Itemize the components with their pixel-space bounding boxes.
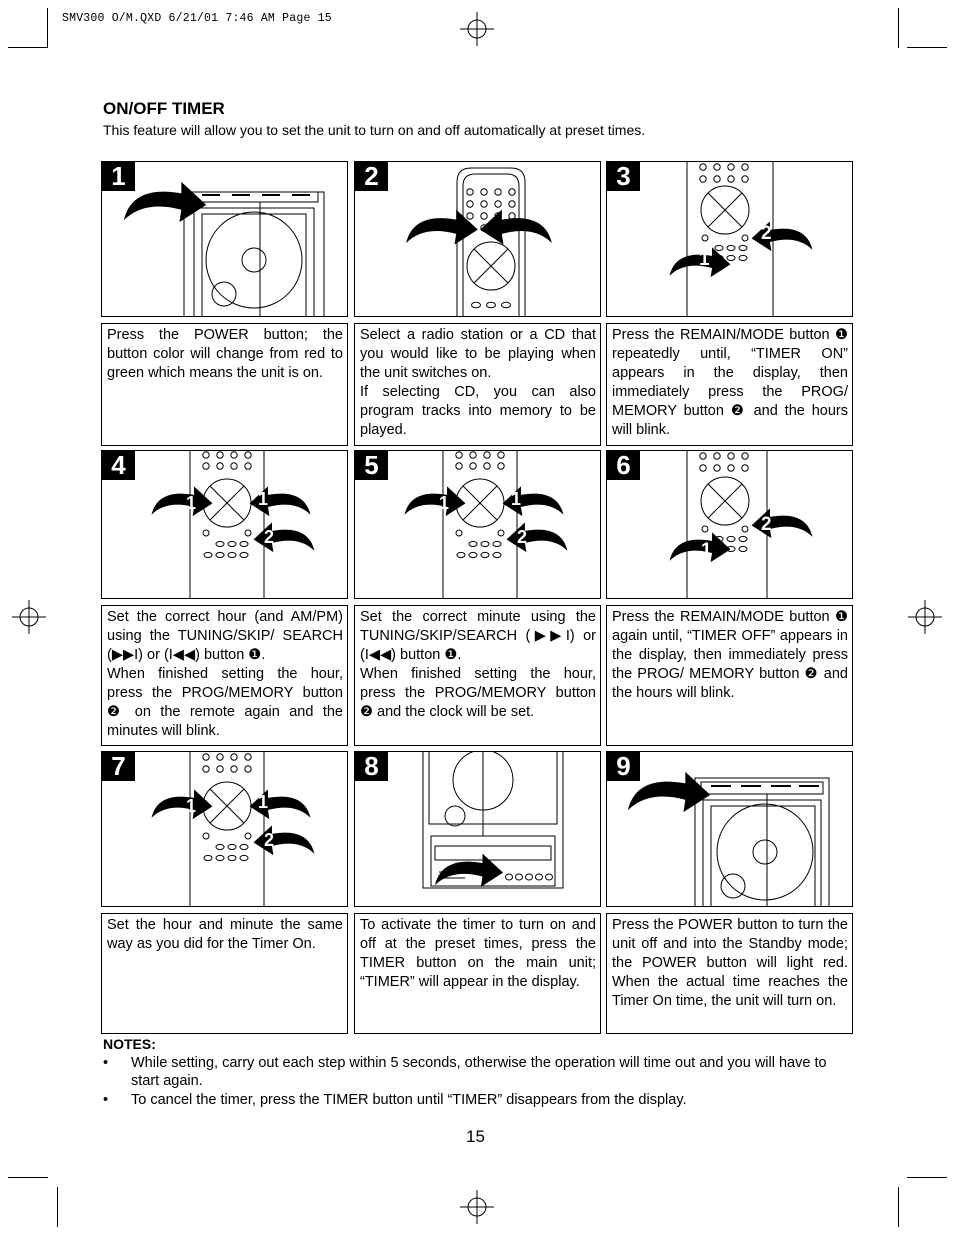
callout-1 bbox=[256, 487, 276, 509]
step-number-badge: 6 bbox=[607, 451, 640, 480]
step-1-text: Press the POWER button; the button color will change from red to green which means the unit is on. bbox=[101, 323, 348, 446]
crop-mark-icon bbox=[8, 47, 48, 48]
step-2-illustration bbox=[354, 161, 601, 317]
registration-mark-icon bbox=[460, 12, 494, 46]
svg-text:2: 2 bbox=[517, 527, 528, 547]
note-item bbox=[103, 1054, 843, 1090]
arrow-icon bbox=[250, 824, 318, 858]
step-3-text: Press the REMAIN/MODE button ❶ repeatedly until, “TIMER ON” appears in the display, then immediately press the PROG/ MEMORY button ❷ and the hours will blink. bbox=[606, 323, 853, 446]
page-number: 15 bbox=[466, 1127, 485, 1146]
callout-2 bbox=[759, 220, 781, 244]
callout-1 bbox=[509, 487, 529, 509]
callout-1 bbox=[437, 491, 457, 513]
step-6-text: Press the REMAIN/MODE button ❶ again until, “TIMER OFF” appears in the display, then immediately press the PROG/ MEMORY button ❷ and the hours will blink. bbox=[606, 605, 853, 746]
print-slug: SMV300 O/M.QXD 6/21/01 7:46 AM Page 15 bbox=[62, 12, 332, 25]
step-number-badge: 9 bbox=[607, 752, 640, 781]
arrow-icon bbox=[148, 788, 216, 822]
crop-mark-icon bbox=[907, 47, 947, 48]
note-text: To cancel the timer, press the TIMER button until “TIMER” disappears from the display. bbox=[131, 1092, 687, 1108]
svg-text:2: 2 bbox=[761, 223, 772, 244]
svg-text:2: 2 bbox=[264, 830, 275, 850]
step-1-illustration bbox=[101, 161, 348, 317]
arrow-icon bbox=[250, 521, 318, 555]
step-7-illustration bbox=[101, 751, 348, 907]
step-6-illustration bbox=[606, 450, 853, 599]
step-number-badge: 7 bbox=[102, 752, 135, 781]
svg-text:1: 1 bbox=[258, 489, 269, 509]
note-item bbox=[103, 1091, 843, 1109]
step-4-illustration bbox=[101, 450, 348, 599]
step-number-badge: 5 bbox=[355, 451, 388, 480]
step-7-text: Set the hour and minute the same way as you did for the Timer On. bbox=[101, 913, 348, 1034]
arrow-icon bbox=[427, 852, 511, 890]
notes-heading: NOTES: bbox=[103, 1036, 156, 1052]
callout-1 bbox=[256, 790, 276, 812]
crop-mark-icon bbox=[898, 8, 899, 48]
section-intro: This feature will allow you to set the unit to turn on and off automatically at preset times. bbox=[103, 122, 646, 138]
arrow-icon bbox=[148, 485, 216, 519]
step-number-badge: 1 bbox=[102, 162, 135, 191]
callout-1 bbox=[699, 537, 721, 561]
callout-1 bbox=[184, 491, 204, 513]
step-number-badge: 3 bbox=[607, 162, 640, 191]
crop-mark-icon bbox=[898, 1187, 899, 1227]
step-4-text: Set the correct hour (and AM/PM) using the TUNING/SKIP/ SEARCH (▶▶I) or (I◀◀) button ❶. When finished setting the hour, press the PROG/MEMORY button ❷ on the remote again and the minutes will blink. bbox=[101, 605, 348, 746]
crop-mark-icon bbox=[907, 1177, 947, 1178]
svg-text:1: 1 bbox=[439, 493, 450, 513]
step-number-badge: 2 bbox=[355, 162, 388, 191]
registration-mark-icon bbox=[460, 1190, 494, 1224]
step-9-text: Press the POWER button to turn the unit off and into the Standby mode; the POWER button will light red. When the actual time reaches the Timer On time, the unit will turn on. bbox=[606, 913, 853, 1034]
svg-text:1: 1 bbox=[186, 796, 197, 816]
arrow-icon bbox=[401, 208, 483, 248]
step-5-illustration bbox=[354, 450, 601, 599]
step-8-text: To activate the timer to turn on and off at the preset times, press the TIMER button on the main unit; “TIMER” will appear in the display. bbox=[354, 913, 601, 1034]
bullet-icon: • bbox=[103, 1055, 109, 1071]
bullet-icon: • bbox=[103, 1092, 109, 1108]
callout-1 bbox=[184, 794, 204, 816]
arrow-icon bbox=[401, 485, 469, 519]
step-9-illustration bbox=[606, 751, 853, 907]
svg-text:1: 1 bbox=[701, 540, 712, 561]
svg-text:2: 2 bbox=[264, 527, 275, 547]
svg-text:1: 1 bbox=[699, 249, 710, 270]
arrow-icon bbox=[475, 208, 557, 248]
note-text: While setting, carry out each step within 5 seconds, otherwise the operation will time out and you will have to start again. bbox=[131, 1055, 827, 1089]
callout-1 bbox=[697, 246, 719, 270]
callout-2 bbox=[262, 525, 282, 547]
step-5-text: Set the correct minute using the TUNING/SKIP/SEARCH (▶▶I) or (I◀◀) button ❶. When finished setting the hour, press the PROG/MEMORY button ❷ and the clock will be set. bbox=[354, 605, 601, 746]
crop-mark-icon bbox=[8, 1177, 48, 1178]
callout-2 bbox=[262, 828, 282, 850]
step-2-text: Select a radio station or a CD that you would like to be playing when the unit switches on. If selecting CD, you can also program tracks into memory to be played. bbox=[354, 323, 601, 446]
step-3-illustration bbox=[606, 161, 853, 317]
arrow-icon bbox=[747, 507, 817, 541]
arrow-icon bbox=[747, 220, 817, 254]
crop-mark-icon bbox=[57, 1187, 58, 1227]
registration-mark-icon bbox=[908, 600, 942, 634]
arrow-icon bbox=[503, 521, 571, 555]
step-number-badge: 8 bbox=[355, 752, 388, 781]
svg-text:1: 1 bbox=[258, 792, 269, 812]
svg-text:1: 1 bbox=[511, 489, 522, 509]
section-title: ON/OFF TIMER bbox=[103, 99, 225, 118]
svg-text:1: 1 bbox=[186, 493, 197, 513]
callout-2 bbox=[515, 525, 535, 547]
step-number-badge: 4 bbox=[102, 451, 135, 480]
callout-2 bbox=[759, 511, 781, 535]
registration-mark-icon bbox=[12, 600, 46, 634]
svg-text:2: 2 bbox=[761, 514, 772, 535]
crop-mark-icon bbox=[47, 8, 48, 48]
step-8-illustration bbox=[354, 751, 601, 907]
